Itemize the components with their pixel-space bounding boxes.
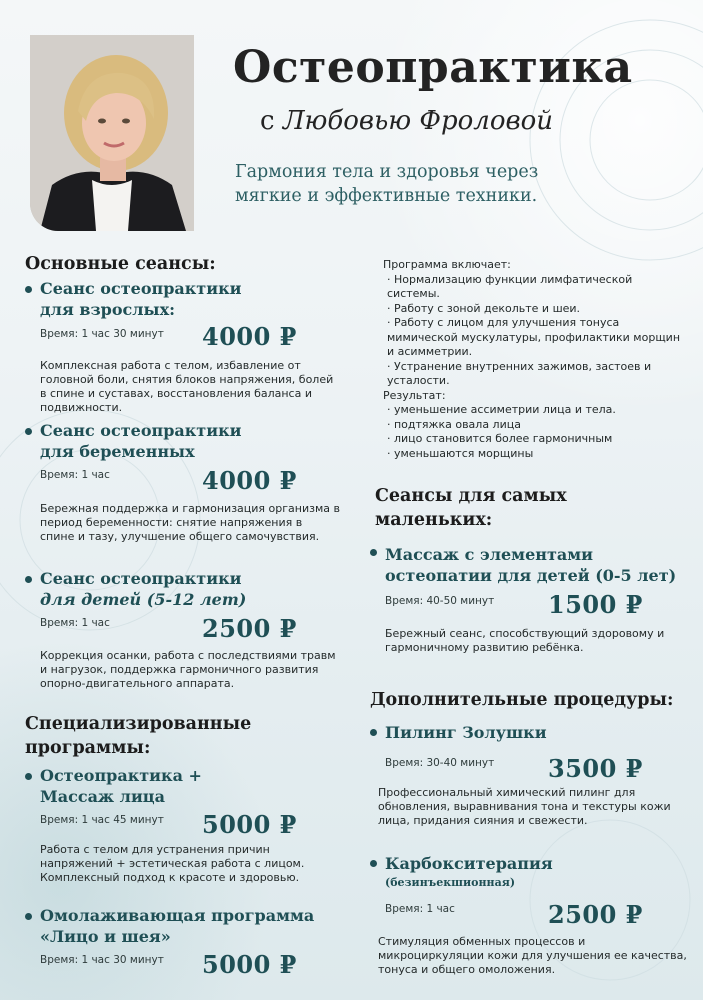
service-time: Время: 1 час (40, 469, 110, 481)
special-programs-heading: Специализированные программы: (25, 714, 252, 758)
bullet-icon (370, 860, 377, 867)
peeling-description: Профессиональный химический пилинг для обновления, выравнивания тона и текстуры кожи лица, придания сияния и свежести. (378, 786, 671, 827)
program-price: 5000 ₽ (202, 950, 297, 979)
bullet-icon (25, 576, 32, 583)
bullet-icon (25, 286, 32, 293)
program-include-item: · Работу с зоной декольте и шеи. (387, 301, 581, 315)
program-result-label: Результат: (383, 388, 446, 402)
peeling-time: Время: 30-40 минут (385, 757, 495, 769)
program-result-item: · подтяжка овала лица (387, 417, 521, 431)
program-include-item: · Устранение внутренних зажимов, застоев и усталости. (387, 359, 652, 387)
portrait-photo (30, 35, 194, 231)
service-price: 4000 ₽ (202, 466, 297, 495)
program-time: Время: 1 час 45 минут (40, 814, 164, 826)
bullet-icon (370, 729, 377, 736)
carboxy-subtitle: (безинъекшионная) (385, 876, 516, 889)
carboxy-title: Карбокситерапия (385, 854, 553, 873)
page-title: Остеопрактика (233, 42, 633, 93)
peeling-title: Пилинг Золушки (385, 723, 547, 742)
subtitle-prefix: с (260, 106, 275, 136)
program-title-face-neck: Омолаживающая программа «Лицо и шея» (40, 906, 315, 946)
service-description: Коррекция осанки, работа с последствиями травм и нагрузок, поддержка гармоничного развития опорно-двигательного аппарата. (40, 649, 336, 690)
subtitle-name: Любовью Фроловой (282, 106, 553, 136)
program-includes-label: Программа включает: (383, 258, 511, 271)
program-includes (383, 258, 683, 461)
carboxy-description: Стимуляция обменных процессов и микроциркуляции кожи для улучшения ее качества, тонуса и общего омоложения. (378, 935, 687, 976)
program-result-item: · уменьшаются морщины (387, 446, 534, 460)
program-include-item: · Нормализацию функции лимфатической системы. (387, 272, 633, 300)
service-time: Время: 1 час (40, 617, 110, 629)
bullet-icon (370, 549, 377, 556)
carboxy-price: 2500 ₽ (548, 900, 643, 929)
carboxy-time: Время: 1 час (385, 903, 455, 915)
kids-massage-title: Массаж с элементами остеопатии для детей (0-5 лет) (385, 545, 677, 585)
page-subtitle (260, 106, 553, 136)
service-title-pregnant: Сеанс остеопрактики для беременных (40, 421, 242, 461)
kids-time: Время: 40-50 минут (385, 595, 495, 607)
bullet-icon (25, 913, 32, 920)
service-time: Время: 1 час 30 минут (40, 328, 164, 340)
basic-sessions-heading: Основные сеансы: (25, 254, 216, 274)
tagline: Гармония тела и здоровья через мягкие и эффективные техники. (235, 162, 539, 206)
bullet-icon (25, 428, 32, 435)
service-title-children: Сеанс остеопрактики для детей (5-12 лет) (40, 569, 247, 609)
kids-description: Бережный сеанс, способствующий здоровому и гармоничному развитию ребёнка. (385, 627, 665, 654)
program-time: Время: 1 час 30 минут (40, 954, 164, 966)
program-description: Работа с телом для устранения причин напряжений + эстетическая работа с лицом. Комплексный подход к красоте и здоровью. (40, 843, 305, 884)
service-price: 2500 ₽ (202, 614, 297, 643)
extra-procedures-heading: Дополнительные процедуры: (370, 690, 674, 710)
service-description: Бережная поддержка и гармонизация организма в период беременности: снятие напряжения в спине и тазу, улучшение общего самочувствия. (40, 502, 340, 543)
bullet-icon (25, 773, 32, 780)
program-include-item: · Работу с лицом для улучшения тонуса мимической мускулатуры, профилактики морщин и асимметрии. (387, 316, 681, 358)
program-result-item: · лицо становится более гармоничным (387, 432, 613, 445)
service-title-adults: Сеанс остеопрактики для взрослых: (40, 279, 242, 319)
program-result-item: · уменьшение ассиметрии лица и тела. (387, 403, 616, 416)
program-price: 5000 ₽ (202, 810, 297, 839)
service-price: 4000 ₽ (202, 322, 297, 351)
peeling-price: 3500 ₽ (548, 754, 643, 783)
program-title-face-massage: Остеопрактика + Массаж лица (40, 766, 202, 806)
kids-sessions-heading: Сеансы для самых маленьких: (375, 486, 567, 530)
service-description: Комплексная работа с телом, избавление от головной боли, снятия блоков напряжения, болей в спине и суставах, восстановления баланса и подвижности. (40, 359, 334, 414)
kids-price: 1500 ₽ (548, 590, 643, 619)
